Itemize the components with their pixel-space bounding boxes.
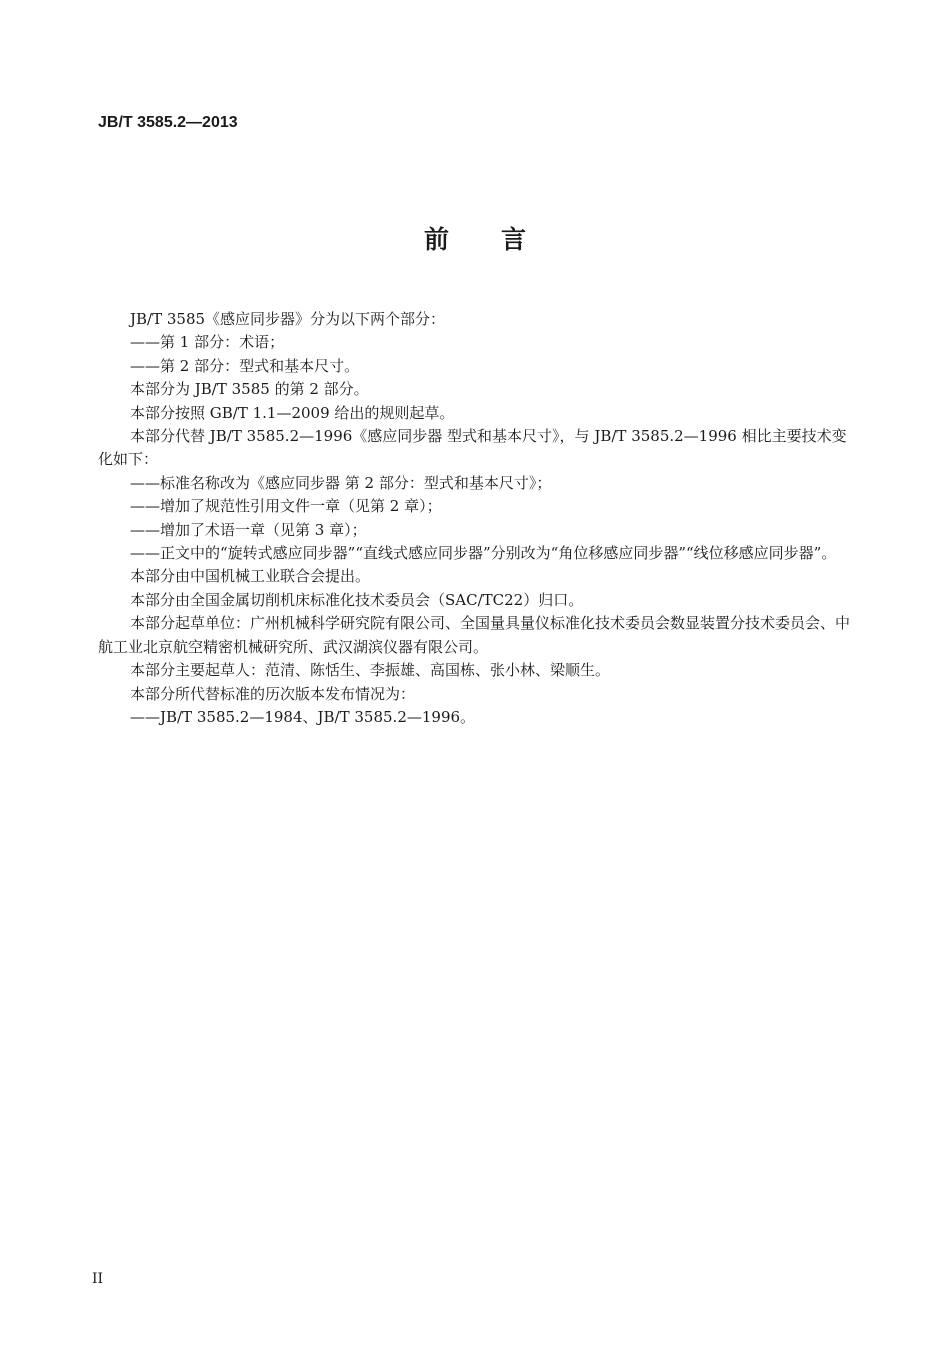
paragraph: 本部分由全国金属切削机床标准化技术委员会（SAC/TC22）归口。	[130, 590, 584, 609]
paragraph: 本部分所代替标准的历次版本发布情况为：	[130, 684, 416, 703]
paragraph: 本部分为 JB/T 3585 的第 2 部分。	[130, 380, 369, 399]
list-item: ——标准名称改为《感应同步器 第 2 部分：型式和基本尺寸》；	[130, 473, 552, 492]
list-item: ——增加了术语一章（见第 3 章）；	[130, 520, 367, 539]
list-item: ——第 2 部分：型式和基本尺寸。	[130, 356, 360, 375]
list-item: ——增加了规范性引用文件一章（见第 2 章）；	[130, 497, 442, 516]
paragraph: 本部分由中国机械工业联合会提出。	[130, 567, 371, 586]
list-item: ——JB/T 3585.2—1984、JB/T 3585.2—1996。	[130, 707, 476, 726]
page-number: II	[92, 1271, 104, 1287]
list-item: ——第 1 部分：术语；	[130, 333, 285, 352]
paragraph: JB/T 3585《感应同步器》分为以下两个部分：	[130, 310, 446, 328]
list-item: ——正文中的“旋转式感应同步器”“直线式感应同步器”分别改为“角位移感应同步器”“线位移感应同步器”。	[130, 544, 837, 563]
paragraph: 本部分主要起草人：范清、陈恬生、李振雄、高国栋、张小林、梁顺生。	[130, 661, 611, 680]
document-code-header: JB/T 3585.2—2013	[98, 114, 238, 131]
foreword-body	[98, 308, 854, 729]
paragraph: 本部分代替 JB/T 3585.2—1996《感应同步器 型式和基本尺寸》，与 JB/T 3585.2—1996 相比主要技术变化如下：	[98, 427, 847, 469]
paragraph: 本部分起草单位：广州机械科学研究院有限公司、全国量具量仪标准化技术委员会数显装置分技术委员会、中航工业北京航空精密机械研究所、武汉湖滨仪器有限公司。	[98, 614, 851, 656]
paragraph: 本部分按照 GB/T 1.1—2009 给出的规则起草。	[130, 403, 455, 422]
page-title: 前言	[423, 225, 578, 254]
